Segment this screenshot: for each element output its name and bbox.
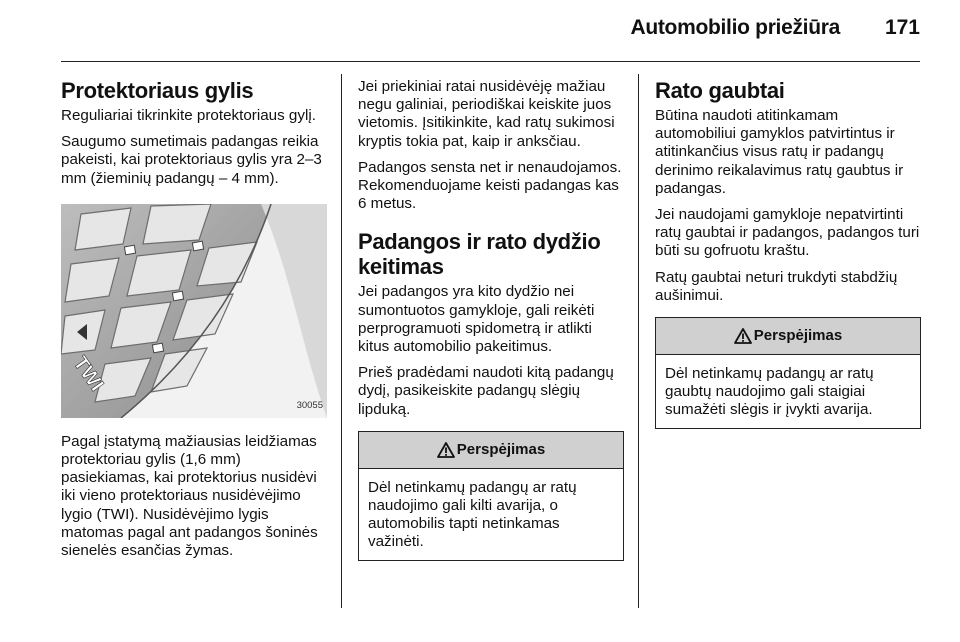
warning-text: Dėl netinkamų padangų ar ratų naudojimo gali kilti avarija, o automobilis tapti netinkamas važinėti. (368, 478, 577, 551)
paragraph: Saugumo sumetimais padangas reikia pakeisti, kai protektoriaus gylis yra 2–3 mm (žieminių padangų – 4 mm). (61, 133, 322, 187)
image-code: 30055 (296, 399, 323, 411)
paragraph: Būtina naudoti atitinkamam automobiliui gamyklos patvirtintus ir atitinkančius visus ratų ir padangų derinimo reikalavimus ratų gaubtus ir padangas. (655, 107, 904, 197)
page-header-title: Automobilio priežiūra (630, 16, 840, 39)
warning-title: Perspėjimas (753, 326, 843, 344)
paragraph: Ratų gaubtai neturi trukdyti stabdžių aušinimui. (655, 268, 898, 304)
section-heading-wheel-covers: Rato gaubtai (655, 78, 785, 103)
column-divider (341, 74, 342, 608)
warning-header (656, 318, 920, 355)
paragraph: Jei naudojami gamykloje nepatvirtinti ratų gaubtai ir padangos, padangos turi būti su gofruotu kraštu. (655, 206, 920, 260)
warning-triangle-icon (734, 328, 752, 344)
warning-header (359, 432, 623, 469)
paragraph: Prieš pradėdami naudoti kitą padangų dydį, pasikeiskite padangų slėgių lipduką. (358, 364, 614, 418)
warning-text: Dėl netinkamų padangų ar ratų gaubtų naudojimo gali staigiai sumažėti slėgis ir įvykti avarija. (665, 365, 874, 419)
section-heading-tire-size: Padangos ir rato dydžio keitimas (358, 229, 601, 280)
paragraph: Padangos sensta net ir nenaudojamos. Rekomenduojame keisti padangas kas 6 metus. (358, 158, 622, 213)
paragraph: Pagal įstatymą mažiausias leidžiamas protektoriau gylis (1,6 mm) pasiekiamas, kai protektorius nusidėvi iki vieno protektoriaus nusidėvėjimo lygio (TWI). Nusidėvėjimo lygis matomas pagal ant padangos šoninės sienelės esančias žymas. (61, 432, 318, 560)
tire-tread-drawing (61, 204, 327, 418)
page-header (0, 0, 960, 62)
column-tread-depth (61, 62, 327, 608)
paragraph: Jei priekiniai ratai nusidėvėję mažiau negu galiniai, periodiškai keiskite juos vietomis. Įsitikinkite, kad ratų sukimosi kryptis tokia pat, kaip ir anksčiau. (358, 78, 615, 150)
column-divider (638, 74, 639, 608)
warning-title: Perspėjimas (456, 440, 546, 458)
column-tire-size (358, 62, 624, 608)
paragraph: Reguliariai tikrinkite protektoriaus gylį. (61, 107, 316, 124)
twi-marking: TWI (68, 352, 108, 396)
section-heading-tread-depth: Protektoriaus gylis (61, 78, 254, 103)
warning-box (358, 431, 624, 561)
paragraph: Jei padangos yra kito dydžio nei sumontuotos gamykloje, gali reikėti perprogramuoti spidometrą ir atlikti kitus automobilio pakeitimus. (358, 283, 595, 356)
tire-tread-illustration (61, 204, 327, 418)
warning-triangle-icon (437, 442, 455, 458)
warning-box (655, 317, 921, 429)
column-wheel-covers (655, 62, 921, 608)
page-number: 171 (884, 16, 920, 39)
